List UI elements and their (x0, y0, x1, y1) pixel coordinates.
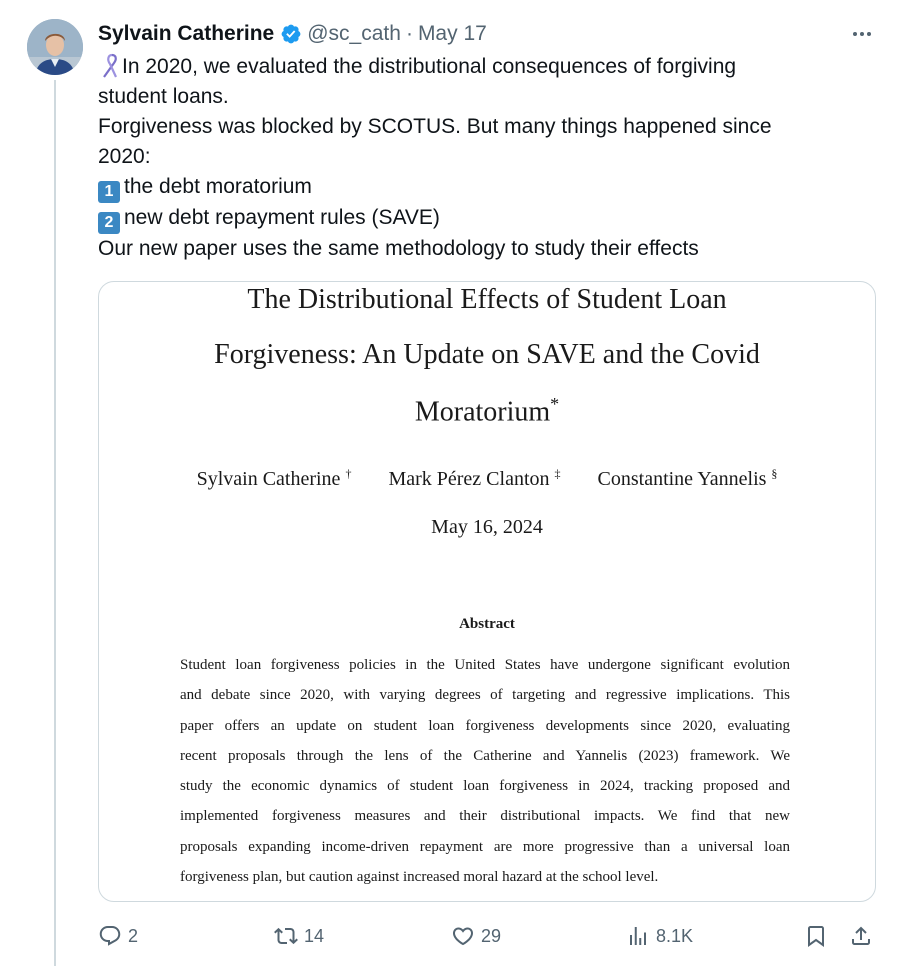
avatar[interactable] (27, 19, 83, 75)
paper-title-line (99, 394, 875, 428)
reply-icon (98, 924, 122, 948)
tweet-line: student loans. (98, 85, 229, 108)
abstract-line: proposals expanding income-driven repayment are more progressive than a universal loan (180, 839, 790, 855)
more-options-button[interactable] (848, 20, 876, 48)
tweet-line-text: In 2020, we evaluated the distributional consequences of forgiving (122, 55, 737, 78)
views-chart-icon (626, 924, 650, 948)
reply-count: 2 (128, 925, 139, 946)
heart-icon (451, 924, 475, 948)
tweet-header (98, 20, 487, 48)
tweet-line-text: the debt moratorium (124, 175, 312, 198)
author-name-text: Sylvain Catherine (196, 467, 341, 490)
verified-badge-icon[interactable] (280, 23, 302, 45)
abstract-line: study the economic dynamics of student loan forgiveness in 2024, tracking proposed and (180, 778, 790, 794)
tweet-actions-bar (98, 918, 878, 954)
abstract-line: Student loan forgiveness policies in the United States have undergone significant evolution (180, 657, 790, 673)
avatar-image (27, 19, 83, 75)
author-name-text: Constantine Yannelis (597, 467, 767, 490)
keycap-one-icon: 1 (98, 181, 120, 203)
paper-author (197, 468, 352, 490)
media-image-card[interactable] (98, 281, 876, 902)
keycap-two-icon: 2 (98, 212, 120, 234)
paper-author (388, 468, 560, 490)
tweet-line (98, 172, 858, 203)
bookmark-icon (804, 924, 828, 948)
share-icon (849, 924, 873, 948)
author-mark: † (345, 466, 352, 480)
paper-screenshot (99, 282, 875, 901)
tweet-line: 2020: (98, 145, 151, 168)
tweet-text (98, 52, 858, 264)
paper-title-text: Moratorium (414, 396, 551, 428)
tweet-line (98, 52, 858, 82)
bookmark-button[interactable] (804, 918, 828, 954)
paper-title-line: Forgiveness: An Update on SAVE and the Covid (214, 339, 760, 370)
like-button[interactable] (451, 918, 501, 954)
author-mark: § (771, 466, 778, 480)
tweet-line: Forgiveness was blocked by SCOTUS. But many things happened since (98, 115, 772, 138)
abstract-line: forgiveness plan, but caution against increased moral hazard at the school level. (180, 869, 659, 885)
repost-button[interactable] (274, 918, 324, 954)
tweet-date[interactable]: May 17 (417, 22, 487, 45)
paper-date: May 16, 2024 (431, 516, 543, 538)
thread-line (54, 80, 56, 966)
abstract-line: implemented forgiveness measures and their distributional impacts. We find that new (180, 808, 790, 824)
author-handle[interactable]: @sc_cath (307, 22, 401, 45)
share-button[interactable] (849, 918, 873, 954)
repost-count: 14 (304, 925, 325, 946)
separator-dot: · (405, 22, 413, 45)
tweet-line: Our new paper uses the same methodology to study their effects (98, 237, 699, 260)
paper-author (598, 468, 778, 490)
paper-authors (99, 466, 875, 491)
tweet-line-text: new debt repayment rules (SAVE) (124, 206, 440, 229)
repost-icon (274, 924, 298, 948)
author-name[interactable]: Sylvain Catherine (98, 22, 275, 45)
ribbon-emoji-icon (98, 53, 120, 79)
paper-title-line: The Distributional Effects of Student Loan (247, 284, 727, 315)
like-count: 29 (481, 925, 502, 946)
author-mark: ‡ (554, 466, 561, 480)
views-button[interactable] (626, 918, 693, 954)
abstract-line: recent proposals through the lens of the Catherine and Yannelis (2023) framework. We (180, 748, 790, 764)
author-name-text: Mark Pérez Clanton (388, 467, 550, 490)
more-dots-icon (850, 22, 874, 46)
abstract-line: paper offers an update on student loan forgiveness developments since 2020, evaluating (180, 718, 790, 734)
tweet-line (98, 203, 858, 234)
reply-button[interactable] (98, 918, 138, 954)
abstract-line: and debate since 2020, with varying degrees of targeting and regressive implications. This (180, 687, 790, 703)
abstract-heading: Abstract (459, 616, 515, 632)
view-count: 8.1K (656, 925, 694, 946)
title-footnote-mark: * (550, 394, 560, 414)
